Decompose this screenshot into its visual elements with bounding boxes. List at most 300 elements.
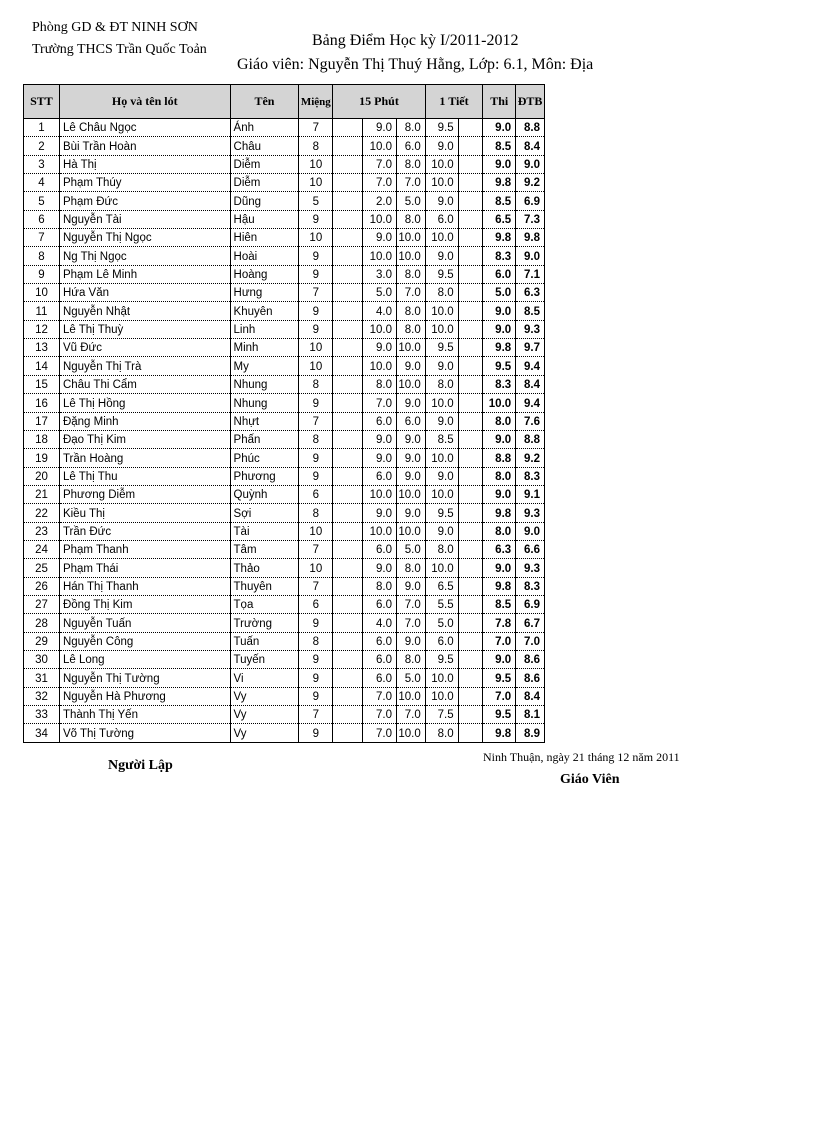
score-15-phut-1 [333, 577, 363, 595]
score-15-phut-2: 9.0 [363, 504, 397, 522]
score-1-tiet-1: 9.5 [425, 339, 458, 357]
score-15-phut-3: 5.0 [396, 540, 425, 558]
score-thi: 9.8 [483, 229, 516, 247]
score-dtb: 8.5 [516, 302, 545, 320]
score-dtb: 9.0 [516, 155, 545, 173]
score-1-tiet-1: 9.0 [425, 192, 458, 210]
score-15-phut-3: 9.0 [396, 449, 425, 467]
score-15-phut-1 [333, 357, 363, 375]
score-1-tiet-1: 8.0 [425, 540, 458, 558]
score-thi: 8.3 [483, 247, 516, 265]
table-row [24, 504, 545, 522]
table-row [24, 449, 545, 467]
score-15-phut-2: 6.0 [363, 540, 397, 558]
student-ten: Vy [230, 724, 299, 742]
student-stt: 1 [24, 119, 60, 137]
score-15-phut-1 [333, 339, 363, 357]
score-thi: 8.8 [483, 449, 516, 467]
student-stt: 15 [24, 375, 60, 393]
score-1-tiet-1: 10.0 [425, 559, 458, 577]
table-row [24, 522, 545, 540]
table-row [24, 595, 545, 613]
score-15-phut-2: 6.0 [363, 632, 397, 650]
score-15-phut-3: 10.0 [396, 247, 425, 265]
score-15-phut-1 [333, 632, 363, 650]
table-row [24, 394, 545, 412]
score-1-tiet-1: 5.5 [425, 595, 458, 613]
student-ho-ten-lot: Đồng Thị Kim [59, 595, 230, 613]
score-dtb: 9.4 [516, 394, 545, 412]
student-ho-ten-lot: Lê Châu Ngọc [59, 119, 230, 137]
table-row [24, 210, 545, 228]
score-15-phut-1 [333, 430, 363, 448]
score-mieng: 9 [299, 650, 333, 668]
student-ho-ten-lot: Nguyễn Công [59, 632, 230, 650]
score-15-phut-3: 5.0 [396, 669, 425, 687]
student-ho-ten-lot: Bùi Trần Hoàn [59, 137, 230, 155]
score-thi: 9.0 [483, 559, 516, 577]
score-15-phut-2: 8.0 [363, 375, 397, 393]
score-dtb: 9.7 [516, 339, 545, 357]
score-thi: 9.5 [483, 669, 516, 687]
student-ho-ten-lot: Ng Thị Ngọc [59, 247, 230, 265]
score-1-tiet-2 [458, 485, 483, 503]
score-1-tiet-2 [458, 522, 483, 540]
score-dtb: 6.3 [516, 284, 545, 302]
score-15-phut-3: 10.0 [396, 485, 425, 503]
student-stt: 6 [24, 210, 60, 228]
score-mieng: 9 [299, 687, 333, 705]
student-stt: 29 [24, 632, 60, 650]
student-stt: 20 [24, 467, 60, 485]
score-15-phut-3: 8.0 [396, 265, 425, 283]
score-1-tiet-1: 9.0 [425, 137, 458, 155]
score-1-tiet-2 [458, 394, 483, 412]
score-mieng: 10 [299, 357, 333, 375]
student-ten: Minh [230, 339, 299, 357]
student-ten: Khuyên [230, 302, 299, 320]
table-row [24, 650, 545, 668]
student-stt: 5 [24, 192, 60, 210]
score-dtb: 9.3 [516, 504, 545, 522]
score-thi: 9.8 [483, 174, 516, 192]
score-thi: 9.8 [483, 339, 516, 357]
student-stt: 16 [24, 394, 60, 412]
student-ho-ten-lot: Võ Thị Tường [59, 724, 230, 742]
score-thi: 6.3 [483, 540, 516, 558]
score-dtb: 6.9 [516, 192, 545, 210]
score-dtb: 9.3 [516, 320, 545, 338]
score-dtb: 8.4 [516, 687, 545, 705]
score-15-phut-3: 9.0 [396, 394, 425, 412]
score-15-phut-3: 5.0 [396, 192, 425, 210]
teacher-signature-label: Giáo Viên [560, 772, 620, 787]
table-row [24, 540, 545, 558]
teacher-class-subject: Giáo viên: Nguyễn Thị Thuý Hằng, Lớp: 6.1, Môn: Địa [237, 56, 594, 73]
score-mieng: 7 [299, 119, 333, 137]
score-dtb: 7.6 [516, 412, 545, 430]
student-ten: Trường [230, 614, 299, 632]
student-stt: 10 [24, 284, 60, 302]
score-15-phut-3: 8.0 [396, 155, 425, 173]
score-1-tiet-1: 8.0 [425, 375, 458, 393]
score-thi: 8.5 [483, 595, 516, 613]
score-15-phut-1 [333, 302, 363, 320]
score-thi: 9.8 [483, 504, 516, 522]
score-thi: 9.0 [483, 320, 516, 338]
table-row [24, 302, 545, 320]
score-15-phut-1 [333, 559, 363, 577]
student-stt: 9 [24, 265, 60, 283]
col-header-mieng: Miệng [299, 85, 333, 119]
score-15-phut-2: 6.0 [363, 412, 397, 430]
score-1-tiet-1: 10.0 [425, 320, 458, 338]
score-15-phut-2: 7.0 [363, 155, 397, 173]
score-1-tiet-2 [458, 540, 483, 558]
score-15-phut-1 [333, 687, 363, 705]
score-dtb: 8.1 [516, 706, 545, 724]
score-1-tiet-2 [458, 669, 483, 687]
student-stt: 17 [24, 412, 60, 430]
score-mieng: 7 [299, 284, 333, 302]
score-15-phut-3: 9.0 [396, 467, 425, 485]
grades-table [23, 84, 545, 743]
score-15-phut-1 [333, 540, 363, 558]
score-1-tiet-1: 8.0 [425, 724, 458, 742]
score-15-phut-3: 8.0 [396, 650, 425, 668]
score-dtb: 8.9 [516, 724, 545, 742]
score-1-tiet-2 [458, 284, 483, 302]
score-15-phut-3: 8.0 [396, 119, 425, 137]
student-ho-ten-lot: Phạm Đức [59, 192, 230, 210]
score-1-tiet-1: 8.5 [425, 430, 458, 448]
student-stt: 3 [24, 155, 60, 173]
score-1-tiet-1: 10.0 [425, 394, 458, 412]
score-dtb: 8.8 [516, 430, 545, 448]
score-mieng: 8 [299, 430, 333, 448]
score-15-phut-2: 10.0 [363, 320, 397, 338]
score-15-phut-2: 7.0 [363, 724, 397, 742]
score-mieng: 7 [299, 577, 333, 595]
student-ho-ten-lot: Lê Thị Thu [59, 467, 230, 485]
table-row [24, 137, 545, 155]
score-15-phut-3: 7.0 [396, 284, 425, 302]
student-ten: Vy [230, 706, 299, 724]
score-1-tiet-2 [458, 467, 483, 485]
score-mieng: 6 [299, 485, 333, 503]
score-thi: 9.0 [483, 430, 516, 448]
student-ho-ten-lot: Lê Long [59, 650, 230, 668]
score-15-phut-1 [333, 504, 363, 522]
score-dtb: 6.7 [516, 614, 545, 632]
student-ten: Tọa [230, 595, 299, 613]
student-ten: Tài [230, 522, 299, 540]
student-stt: 31 [24, 669, 60, 687]
score-mieng: 9 [299, 724, 333, 742]
score-15-phut-2: 6.0 [363, 669, 397, 687]
student-ho-ten-lot: Nguyễn Tuấn [59, 614, 230, 632]
score-1-tiet-2 [458, 430, 483, 448]
student-stt: 30 [24, 650, 60, 668]
student-ten: Thuyên [230, 577, 299, 595]
student-ten: Tâm [230, 540, 299, 558]
score-15-phut-2: 10.0 [363, 210, 397, 228]
score-15-phut-2: 6.0 [363, 650, 397, 668]
student-ten: Nhung [230, 394, 299, 412]
score-15-phut-3: 10.0 [396, 375, 425, 393]
score-1-tiet-2 [458, 614, 483, 632]
score-1-tiet-1: 10.0 [425, 229, 458, 247]
score-15-phut-1 [333, 174, 363, 192]
score-thi: 9.0 [483, 119, 516, 137]
student-ten: Phấn [230, 430, 299, 448]
score-15-phut-3: 10.0 [396, 724, 425, 742]
score-1-tiet-1: 9.0 [425, 357, 458, 375]
score-1-tiet-2 [458, 412, 483, 430]
score-mieng: 5 [299, 192, 333, 210]
score-15-phut-2: 9.0 [363, 339, 397, 357]
score-1-tiet-2 [458, 449, 483, 467]
score-15-phut-3: 9.0 [396, 632, 425, 650]
score-thi: 7.0 [483, 687, 516, 705]
score-1-tiet-1: 10.0 [425, 449, 458, 467]
student-ho-ten-lot: Nguyễn Thị Trà [59, 357, 230, 375]
table-row [24, 339, 545, 357]
student-stt: 25 [24, 559, 60, 577]
score-15-phut-1 [333, 210, 363, 228]
student-stt: 33 [24, 706, 60, 724]
score-mieng: 9 [299, 210, 333, 228]
student-stt: 22 [24, 504, 60, 522]
student-stt: 27 [24, 595, 60, 613]
score-15-phut-1 [333, 192, 363, 210]
table-row [24, 669, 545, 687]
table-row [24, 706, 545, 724]
score-1-tiet-1: 5.0 [425, 614, 458, 632]
score-dtb: 8.6 [516, 650, 545, 668]
score-1-tiet-2 [458, 577, 483, 595]
score-15-phut-2: 5.0 [363, 284, 397, 302]
score-15-phut-2: 9.0 [363, 430, 397, 448]
score-mieng: 8 [299, 632, 333, 650]
score-15-phut-1 [333, 412, 363, 430]
score-1-tiet-2 [458, 210, 483, 228]
score-15-phut-3: 8.0 [396, 302, 425, 320]
score-1-tiet-2 [458, 375, 483, 393]
table-row [24, 412, 545, 430]
score-dtb: 8.8 [516, 119, 545, 137]
student-stt: 32 [24, 687, 60, 705]
score-15-phut-3: 7.0 [396, 614, 425, 632]
table-row [24, 375, 545, 393]
score-thi: 9.0 [483, 650, 516, 668]
student-stt: 18 [24, 430, 60, 448]
score-1-tiet-2 [458, 247, 483, 265]
score-1-tiet-2 [458, 595, 483, 613]
score-1-tiet-2 [458, 155, 483, 173]
score-thi: 9.8 [483, 724, 516, 742]
score-mieng: 9 [299, 302, 333, 320]
score-mieng: 9 [299, 467, 333, 485]
score-dtb: 8.3 [516, 577, 545, 595]
score-1-tiet-1: 10.0 [425, 174, 458, 192]
score-thi: 6.0 [483, 265, 516, 283]
student-ho-ten-lot: Thành Thị Yến [59, 706, 230, 724]
table-row [24, 192, 545, 210]
score-mieng: 9 [299, 265, 333, 283]
place-date: Ninh Thuận, ngày 21 tháng 12 năm 2011 [483, 750, 680, 764]
score-15-phut-2: 9.0 [363, 229, 397, 247]
score-thi: 7.8 [483, 614, 516, 632]
student-stt: 21 [24, 485, 60, 503]
student-ten: Ánh [230, 119, 299, 137]
score-15-phut-2: 4.0 [363, 614, 397, 632]
score-15-phut-3: 9.0 [396, 577, 425, 595]
student-ten: My [230, 357, 299, 375]
score-15-phut-2: 6.0 [363, 595, 397, 613]
score-thi: 9.0 [483, 302, 516, 320]
score-15-phut-1 [333, 137, 363, 155]
score-dtb: 9.8 [516, 229, 545, 247]
score-thi: 7.0 [483, 632, 516, 650]
col-header-15-phut: 15 Phút [333, 85, 425, 119]
score-dtb: 6.9 [516, 595, 545, 613]
student-ho-ten-lot: Nguyễn Thị Tường [59, 669, 230, 687]
student-ten: Diễm [230, 174, 299, 192]
score-mieng: 10 [299, 155, 333, 173]
org-name-line1: Phòng GD & ĐT NINH SƠN [32, 20, 198, 35]
score-1-tiet-2 [458, 265, 483, 283]
table-row [24, 174, 545, 192]
score-thi: 8.5 [483, 137, 516, 155]
score-15-phut-1 [333, 485, 363, 503]
col-header-1-tiet: 1 Tiết [425, 85, 483, 119]
student-ho-ten-lot: Hán Thị Thanh [59, 577, 230, 595]
student-ten: Vi [230, 669, 299, 687]
score-1-tiet-1: 9.0 [425, 467, 458, 485]
student-ho-ten-lot: Lê Thị Thuỳ [59, 320, 230, 338]
student-ho-ten-lot: Đạo Thị Kim [59, 430, 230, 448]
score-15-phut-1 [333, 119, 363, 137]
score-dtb: 7.1 [516, 265, 545, 283]
student-ten: Hưng [230, 284, 299, 302]
score-15-phut-1 [333, 320, 363, 338]
score-mieng: 8 [299, 504, 333, 522]
student-ten: Thảo [230, 559, 299, 577]
table-row [24, 724, 545, 742]
score-15-phut-3: 8.0 [396, 559, 425, 577]
score-15-phut-1 [333, 265, 363, 283]
score-dtb: 7.0 [516, 632, 545, 650]
score-15-phut-1 [333, 650, 363, 668]
score-dtb: 9.4 [516, 357, 545, 375]
student-ten: Hoàng [230, 265, 299, 283]
student-ho-ten-lot: Phạm Thúy [59, 174, 230, 192]
score-15-phut-1 [333, 229, 363, 247]
score-1-tiet-2 [458, 302, 483, 320]
student-ho-ten-lot: Nguyễn Thị Ngọc [59, 229, 230, 247]
score-mieng: 8 [299, 375, 333, 393]
score-mieng: 10 [299, 339, 333, 357]
score-1-tiet-2 [458, 119, 483, 137]
student-ho-ten-lot: Trần Đức [59, 522, 230, 540]
score-dtb: 8.4 [516, 375, 545, 393]
score-15-phut-2: 9.0 [363, 449, 397, 467]
table-row [24, 430, 545, 448]
table-row [24, 357, 545, 375]
score-thi: 5.0 [483, 284, 516, 302]
score-15-phut-3: 9.0 [396, 357, 425, 375]
student-ho-ten-lot: Nguyễn Nhật [59, 302, 230, 320]
table-row [24, 559, 545, 577]
score-mieng: 10 [299, 229, 333, 247]
col-header-ten: Tên [230, 85, 299, 119]
student-ten: Dũng [230, 192, 299, 210]
score-1-tiet-1: 9.5 [425, 504, 458, 522]
score-15-phut-1 [333, 706, 363, 724]
score-1-tiet-2 [458, 687, 483, 705]
student-ho-ten-lot: Nguyễn Hà Phương [59, 687, 230, 705]
score-mieng: 10 [299, 559, 333, 577]
score-15-phut-2: 3.0 [363, 265, 397, 283]
score-dtb: 8.4 [516, 137, 545, 155]
score-1-tiet-2 [458, 174, 483, 192]
student-ho-ten-lot: Vũ Đức [59, 339, 230, 357]
score-1-tiet-1: 10.0 [425, 687, 458, 705]
score-15-phut-3: 6.0 [396, 137, 425, 155]
score-mieng: 7 [299, 706, 333, 724]
student-ho-ten-lot: Đặng Minh [59, 412, 230, 430]
student-ho-ten-lot: Lê Thị Hồng [59, 394, 230, 412]
student-ho-ten-lot: Châu Thi Cẩm [59, 375, 230, 393]
student-ten: Diễm [230, 155, 299, 173]
score-15-phut-1 [333, 155, 363, 173]
score-dtb: 9.2 [516, 449, 545, 467]
score-15-phut-1 [333, 247, 363, 265]
score-15-phut-3: 7.0 [396, 174, 425, 192]
student-ten: Tuyến [230, 650, 299, 668]
score-15-phut-1 [333, 724, 363, 742]
score-15-phut-3: 9.0 [396, 430, 425, 448]
score-1-tiet-1: 9.0 [425, 522, 458, 540]
score-thi: 8.0 [483, 522, 516, 540]
student-stt: 7 [24, 229, 60, 247]
score-15-phut-1 [333, 394, 363, 412]
score-1-tiet-1: 9.5 [425, 650, 458, 668]
student-ten: Nhung [230, 375, 299, 393]
score-thi: 8.0 [483, 467, 516, 485]
student-ten: Vy [230, 687, 299, 705]
student-stt: 24 [24, 540, 60, 558]
score-mieng: 7 [299, 540, 333, 558]
score-dtb: 9.0 [516, 247, 545, 265]
score-1-tiet-1: 9.0 [425, 412, 458, 430]
score-dtb: 9.0 [516, 522, 545, 540]
score-1-tiet-1: 9.0 [425, 247, 458, 265]
student-ho-ten-lot: Phạm Thái [59, 559, 230, 577]
score-dtb: 8.3 [516, 467, 545, 485]
student-ten: Linh [230, 320, 299, 338]
score-dtb: 8.6 [516, 669, 545, 687]
table-row [24, 119, 545, 137]
score-mieng: 9 [299, 449, 333, 467]
student-ten: Phúc [230, 449, 299, 467]
student-ho-ten-lot: Phạm Thanh [59, 540, 230, 558]
col-header-dtb: ĐTB [516, 85, 545, 119]
student-stt: 26 [24, 577, 60, 595]
score-1-tiet-1: 7.5 [425, 706, 458, 724]
score-1-tiet-2 [458, 137, 483, 155]
